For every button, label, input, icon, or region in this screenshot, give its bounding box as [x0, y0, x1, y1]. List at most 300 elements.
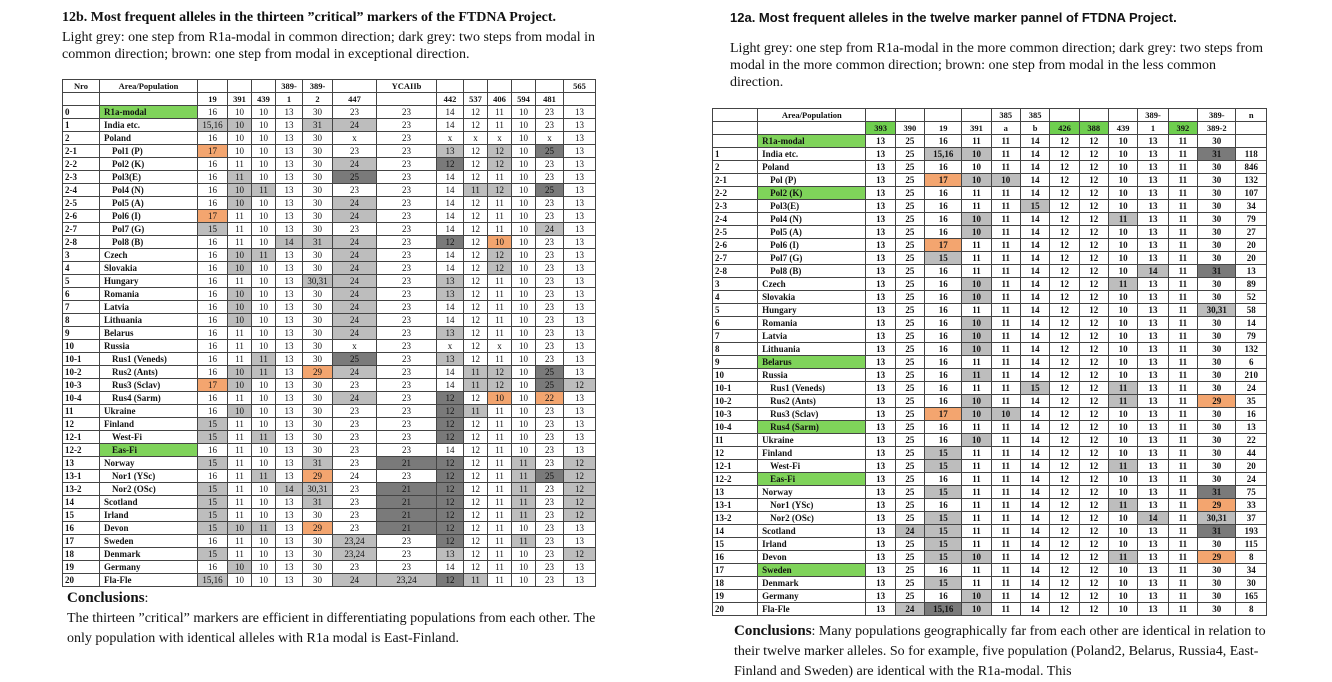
left-header-cell: 389-: [303, 80, 333, 93]
right-allele-cell: 16: [925, 226, 962, 239]
right-allele-cell: 14: [1020, 252, 1049, 265]
right-allele-cell: 11: [962, 239, 991, 252]
left-allele-cell: 24: [333, 288, 377, 301]
right-allele-cell: 25: [895, 278, 924, 291]
right-population-name: Eas-Fi: [758, 473, 866, 486]
right-allele-cell: 35: [1236, 395, 1267, 408]
left-panel: [62, 0, 607, 646]
left-allele-cell: 30: [303, 405, 333, 418]
left-allele-cell: 24: [333, 210, 377, 223]
right-allele-cell: 10: [962, 213, 991, 226]
right-allele-cell: 11: [1168, 434, 1197, 447]
right-allele-cell: 13: [866, 603, 895, 616]
right-allele-cell: 11: [1168, 200, 1197, 213]
right-allele-cell: 14: [1020, 278, 1049, 291]
right-allele-cell: 11: [991, 304, 1020, 317]
right-allele-cell: 10: [962, 226, 991, 239]
left-allele-cell: 12: [437, 496, 464, 509]
left-allele-cell: 16: [198, 444, 228, 457]
left-allele-cell: 30: [303, 132, 333, 145]
left-header-cell: Area/Population: [100, 80, 198, 93]
left-allele-cell: 10: [252, 340, 276, 353]
left-allele-cell: 14: [437, 184, 464, 197]
right-allele-cell: 12: [1050, 395, 1079, 408]
left-allele-cell: 11: [228, 509, 252, 522]
right-allele-cell: 16: [925, 187, 962, 200]
left-allele-cell: 10: [512, 327, 536, 340]
right-header-cell: 388: [1079, 122, 1108, 135]
left-population-name: Ukraine: [100, 405, 198, 418]
right-allele-cell: 11: [991, 551, 1020, 564]
left-header-cell: 537: [464, 93, 488, 106]
right-allele-cell: 30: [1198, 213, 1236, 226]
left-allele-cell: 11: [228, 236, 252, 249]
left-allele-cell: 15: [198, 548, 228, 561]
right-allele-cell: 12: [1050, 239, 1079, 252]
right-allele-cell: 11: [1168, 174, 1197, 187]
right-allele-cell: 14: [1020, 291, 1049, 304]
right-allele-cell: 10: [1108, 291, 1137, 304]
left-conclusions-text: The thirteen ”critical” markers are efficient in differentiating populations from each other. The only population with identical alleles with R1a modal is East-Finland.: [67, 611, 596, 646]
right-allele-cell: 14: [1020, 226, 1049, 239]
right-header-cell: 439: [1108, 122, 1137, 135]
left-allele-cell: x: [464, 132, 488, 145]
left-allele-cell: 11: [512, 457, 536, 470]
left-allele-cell: 23: [377, 379, 437, 392]
right-allele-cell: 13: [866, 317, 895, 330]
left-allele-cell: 12: [437, 431, 464, 444]
left-header-cell: [63, 93, 100, 106]
left-allele-cell: 23: [377, 535, 437, 548]
right-allele-cell: 12: [1079, 148, 1108, 161]
right-allele-cell: 25: [895, 421, 924, 434]
left-allele-cell: 16: [198, 353, 228, 366]
left-allele-cell: 30: [303, 418, 333, 431]
left-allele-cell: 16: [198, 132, 228, 145]
right-header-cell: 391: [962, 122, 991, 135]
right-allele-cell: 22: [1236, 434, 1267, 447]
left-allele-cell: 15: [198, 509, 228, 522]
right-table-row: [713, 317, 1267, 330]
right-allele-cell: 10: [1108, 356, 1137, 369]
right-table-row: [713, 551, 1267, 564]
left-allele-cell: 10: [252, 496, 276, 509]
right-allele-cell: 16: [925, 278, 962, 291]
right-allele-cell: 25: [895, 590, 924, 603]
left-row-number: 2-6: [63, 210, 100, 223]
left-allele-cell: 10: [252, 483, 276, 496]
right-row-number: 2-3: [713, 200, 758, 213]
left-allele-cell: 10: [252, 288, 276, 301]
left-allele-cell: 11: [228, 327, 252, 340]
right-table-row: [713, 369, 1267, 382]
left-allele-cell: 22: [536, 392, 564, 405]
right-population-name: Belarus: [758, 356, 866, 369]
right-table-row: [713, 486, 1267, 499]
left-allele-cell: 23: [536, 236, 564, 249]
right-allele-cell: 16: [925, 213, 962, 226]
right-allele-cell: 33: [1236, 499, 1267, 512]
left-header-cell: [198, 80, 228, 93]
right-allele-cell: 44: [1236, 447, 1267, 460]
left-allele-cell: 23: [333, 184, 377, 197]
left-allele-cell: 10: [252, 210, 276, 223]
left-allele-cell: 13: [276, 561, 303, 574]
left-table-row: [63, 405, 596, 418]
right-allele-cell: 24: [895, 525, 924, 538]
left-allele-cell: 11: [488, 496, 512, 509]
right-allele-cell: 12: [1079, 512, 1108, 525]
right-allele-cell: 29: [1198, 395, 1236, 408]
left-table-row: [63, 106, 596, 119]
left-population-name: Hungary: [100, 275, 198, 288]
left-allele-cell: 10: [512, 301, 536, 314]
right-allele-cell: 31: [1198, 525, 1236, 538]
right-table-row: [713, 447, 1267, 460]
right-allele-cell: 12: [1050, 330, 1079, 343]
left-allele-cell: 12: [437, 522, 464, 535]
right-allele-cell: 34: [1236, 200, 1267, 213]
right-allele-cell: 14: [1020, 187, 1049, 200]
right-allele-cell: 13: [1138, 148, 1168, 161]
right-allele-cell: 30: [1198, 590, 1236, 603]
left-allele-cell: 23: [536, 535, 564, 548]
left-row-number: 10-4: [63, 392, 100, 405]
right-allele-cell: 14: [1020, 434, 1049, 447]
right-allele-cell: 12: [1050, 421, 1079, 434]
left-table-row: [63, 223, 596, 236]
left-table-row: [63, 314, 596, 327]
right-allele-cell: 13: [1138, 564, 1168, 577]
right-header-cell: [962, 109, 991, 122]
left-allele-cell: 15: [198, 223, 228, 236]
left-allele-cell: 12: [488, 249, 512, 262]
right-allele-cell: 10: [962, 590, 991, 603]
left-population-name: Lithuania: [100, 314, 198, 327]
left-allele-cell: 23: [536, 418, 564, 431]
left-row-number: 13: [63, 457, 100, 470]
right-allele-cell: 25: [895, 330, 924, 343]
left-allele-cell: 13: [276, 366, 303, 379]
left-allele-cell: 10: [488, 392, 512, 405]
left-header-cell: 2: [303, 93, 333, 106]
right-population-name: Hungary: [758, 304, 866, 317]
right-allele-cell: 13: [866, 304, 895, 317]
right-population-name: Finland: [758, 447, 866, 460]
right-allele-cell: 31: [1198, 486, 1236, 499]
left-allele-cell: 12: [437, 457, 464, 470]
right-allele-cell: 12: [1079, 161, 1108, 174]
right-allele-cell: 52: [1236, 291, 1267, 304]
left-allele-cell: 14: [437, 444, 464, 457]
right-allele-cell: 14: [1020, 499, 1049, 512]
left-allele-cell: 12: [464, 197, 488, 210]
right-allele-cell: 11: [1108, 460, 1137, 473]
right-allele-cell: 11: [991, 395, 1020, 408]
right-allele-cell: 10: [1108, 408, 1137, 421]
left-allele-cell: 21: [377, 457, 437, 470]
right-allele-cell: 14: [1020, 135, 1049, 148]
right-allele-cell: 14: [1020, 304, 1049, 317]
right-population-name: Romania: [758, 317, 866, 330]
right-header-cell: 389-: [1138, 109, 1168, 122]
left-allele-cell: 23: [377, 236, 437, 249]
right-allele-cell: 11: [1168, 564, 1197, 577]
left-allele-cell: 23: [377, 327, 437, 340]
left-allele-cell: 11: [228, 418, 252, 431]
left-row-number: 15: [63, 509, 100, 522]
right-allele-cell: 25: [895, 226, 924, 239]
right-allele-cell: 13: [866, 356, 895, 369]
left-allele-cell: 23: [536, 457, 564, 470]
left-table-row: [63, 483, 596, 496]
right-allele-cell: 165: [1236, 590, 1267, 603]
left-population-name: Poland: [100, 132, 198, 145]
left-allele-cell: 10: [252, 379, 276, 392]
right-population-name: Devon: [758, 551, 866, 564]
right-allele-cell: 11: [962, 200, 991, 213]
left-population-name: R1a-modal: [100, 106, 198, 119]
right-population-name: Denmark: [758, 577, 866, 590]
right-allele-cell: 11: [1168, 265, 1197, 278]
right-population-name: Pol5 (A): [758, 226, 866, 239]
right-allele-cell: 14: [1020, 161, 1049, 174]
right-allele-cell: 20: [1236, 252, 1267, 265]
right-allele-cell: 16: [925, 356, 962, 369]
right-allele-cell: 25: [895, 408, 924, 421]
left-allele-cell: 30: [303, 106, 333, 119]
left-allele-cell: 13: [564, 262, 596, 275]
left-allele-cell: 11: [228, 223, 252, 236]
right-allele-cell: 193: [1236, 525, 1267, 538]
left-population-name: Latvia: [100, 301, 198, 314]
right-header-cell: 19: [925, 122, 962, 135]
right-allele-cell: 13: [866, 590, 895, 603]
right-allele-cell: 11: [1168, 473, 1197, 486]
right-allele-cell: 13: [1138, 603, 1168, 616]
left-allele-cell: 23: [536, 483, 564, 496]
right-allele-cell: 25: [895, 291, 924, 304]
right-table-row: [713, 330, 1267, 343]
right-header-cell: [713, 109, 758, 122]
right-allele-cell: 12: [1079, 486, 1108, 499]
right-population-name: Pol8 (B): [758, 265, 866, 278]
left-allele-cell: 11: [488, 431, 512, 444]
right-allele-cell: 11: [962, 525, 991, 538]
left-allele-cell: 30: [303, 223, 333, 236]
right-allele-cell: 12: [1079, 590, 1108, 603]
right-allele-cell: 13: [866, 265, 895, 278]
right-allele-cell: 12: [1050, 382, 1079, 395]
right-allele-cell: 12: [1050, 135, 1079, 148]
left-allele-cell: 11: [512, 470, 536, 483]
left-population-name: Sweden: [100, 535, 198, 548]
right-allele-cell: 13: [1138, 486, 1168, 499]
left-allele-cell: 10: [512, 392, 536, 405]
left-population-name: Finland: [100, 418, 198, 431]
right-population-name: Germany: [758, 590, 866, 603]
right-allele-cell: 25: [895, 252, 924, 265]
right-allele-cell: 10: [1108, 317, 1137, 330]
left-table-row: [63, 431, 596, 444]
right-allele-cell: 10: [1108, 369, 1137, 382]
right-allele-cell: 12: [1079, 473, 1108, 486]
right-allele-cell: 25: [895, 343, 924, 356]
right-header-cell: 385: [1020, 109, 1049, 122]
left-row-number: 12: [63, 418, 100, 431]
left-allele-cell: 12: [464, 431, 488, 444]
right-header-cell: 393: [866, 122, 895, 135]
left-allele-cell: 10: [228, 366, 252, 379]
left-allele-cell: 10: [512, 288, 536, 301]
right-population-name: Sweden: [758, 564, 866, 577]
left-allele-cell: 25: [536, 184, 564, 197]
left-header-row-bottom: [63, 93, 596, 106]
left-allele-cell: 12: [564, 457, 596, 470]
right-allele-cell: 12: [1050, 512, 1079, 525]
left-allele-cell: 12: [437, 483, 464, 496]
left-allele-cell: 23: [333, 509, 377, 522]
right-row-number: 13-2: [713, 512, 758, 525]
left-allele-cell: 11: [464, 574, 488, 587]
right-allele-cell: 11: [991, 343, 1020, 356]
left-row-number: 7: [63, 301, 100, 314]
right-allele-cell: 25: [895, 187, 924, 200]
left-allele-cell: 10: [252, 457, 276, 470]
left-allele-cell: 23: [333, 379, 377, 392]
left-allele-cell: 13: [276, 353, 303, 366]
right-allele-cell: 30: [1198, 408, 1236, 421]
left-allele-cell: x: [333, 132, 377, 145]
right-allele-cell: 14: [1020, 551, 1049, 564]
right-allele-cell: 15: [925, 512, 962, 525]
right-allele-cell: 16: [925, 200, 962, 213]
left-allele-cell: 10: [228, 145, 252, 158]
left-allele-cell: 11: [228, 353, 252, 366]
left-allele-cell: 12: [464, 119, 488, 132]
left-allele-cell: 24: [333, 158, 377, 171]
left-allele-cell: 11: [488, 288, 512, 301]
left-allele-cell: 23,24: [333, 535, 377, 548]
left-allele-cell: 11: [228, 171, 252, 184]
right-allele-cell: 8: [1236, 551, 1267, 564]
left-allele-cell: 10: [512, 145, 536, 158]
right-allele-cell: 12: [1050, 486, 1079, 499]
left-header-cell: 391: [228, 93, 252, 106]
right-table-row: [713, 252, 1267, 265]
left-allele-cell: 12: [464, 470, 488, 483]
left-allele-cell: 12: [437, 405, 464, 418]
right-table-row: [713, 356, 1267, 369]
left-allele-cell: 11: [252, 470, 276, 483]
left-table-row: [63, 236, 596, 249]
left-allele-cell: 23: [536, 210, 564, 223]
right-allele-cell: 10: [962, 434, 991, 447]
right-allele-cell: 12: [1079, 460, 1108, 473]
left-allele-cell: 30: [303, 184, 333, 197]
right-allele-cell: 17: [925, 174, 962, 187]
left-allele-cell: 12: [464, 509, 488, 522]
right-allele-cell: 11: [991, 512, 1020, 525]
right-table-row: [713, 395, 1267, 408]
left-header-row-top: [63, 80, 596, 93]
left-allele-cell: 10: [512, 522, 536, 535]
right-allele-cell: 11: [1168, 395, 1197, 408]
right-allele-cell: 14: [1020, 317, 1049, 330]
left-header-cell: 594: [512, 93, 536, 106]
right-allele-cell: 12: [1050, 343, 1079, 356]
left-allele-cell: 10: [252, 301, 276, 314]
right-row-number: 2-8: [713, 265, 758, 278]
right-allele-cell: 11: [1168, 486, 1197, 499]
right-allele-cell: 12: [1079, 278, 1108, 291]
right-allele-cell: 12: [1079, 343, 1108, 356]
left-allele-cell: 30: [303, 262, 333, 275]
left-population-name: Irland: [100, 509, 198, 522]
right-allele-cell: 12: [1079, 395, 1108, 408]
right-allele-cell: 10: [962, 278, 991, 291]
right-allele-cell: 13: [1138, 499, 1168, 512]
left-allele-cell: 30: [303, 431, 333, 444]
right-row-number: 7: [713, 330, 758, 343]
left-allele-cell: 25: [536, 379, 564, 392]
left-header-cell: 19: [198, 93, 228, 106]
right-allele-cell: 16: [925, 265, 962, 278]
left-allele-cell: 11: [488, 275, 512, 288]
right-allele-cell: 13: [866, 538, 895, 551]
left-allele-cell: 14: [437, 106, 464, 119]
left-allele-cell: 10: [252, 236, 276, 249]
left-allele-cell: 15: [198, 522, 228, 535]
left-table-row: [63, 444, 596, 457]
left-allele-cell: 16: [198, 470, 228, 483]
right-allele-cell: 11: [991, 265, 1020, 278]
left-population-name: Denmark: [100, 548, 198, 561]
left-allele-cell: 11: [488, 210, 512, 223]
right-allele-cell: 16: [925, 499, 962, 512]
left-allele-cell: 10: [252, 574, 276, 587]
right-allele-cell: 11: [962, 486, 991, 499]
left-allele-cell: 10: [512, 106, 536, 119]
right-allele-cell: 13: [866, 473, 895, 486]
right-allele-cell: 14: [1020, 473, 1049, 486]
left-row-number: 17: [63, 535, 100, 548]
right-allele-cell: 13: [1138, 317, 1168, 330]
left-allele-cell: 10: [228, 132, 252, 145]
right-allele-cell: 12: [1050, 174, 1079, 187]
right-allele-cell: 25: [895, 161, 924, 174]
right-allele-cell: 13: [1138, 226, 1168, 239]
right-allele-cell: 13: [866, 343, 895, 356]
right-header-row-top: [713, 109, 1267, 122]
right-allele-cell: 11: [962, 421, 991, 434]
left-allele-cell: 10: [512, 431, 536, 444]
left-allele-cell: 10: [252, 132, 276, 145]
right-allele-cell: 210: [1236, 369, 1267, 382]
right-allele-cell: 11: [991, 200, 1020, 213]
right-allele-cell: 11: [962, 447, 991, 460]
left-allele-cell: 24: [333, 249, 377, 262]
right-population-name: Fla-Fle: [758, 603, 866, 616]
left-allele-cell: x: [536, 132, 564, 145]
right-allele-cell: 16: [925, 330, 962, 343]
right-allele-cell: 11: [962, 252, 991, 265]
left-allele-cell: 24: [333, 301, 377, 314]
left-allele-cell: 23: [536, 106, 564, 119]
left-allele-cell: 13: [276, 106, 303, 119]
right-allele-cell: 10: [1108, 187, 1137, 200]
right-allele-cell: 11: [1168, 512, 1197, 525]
